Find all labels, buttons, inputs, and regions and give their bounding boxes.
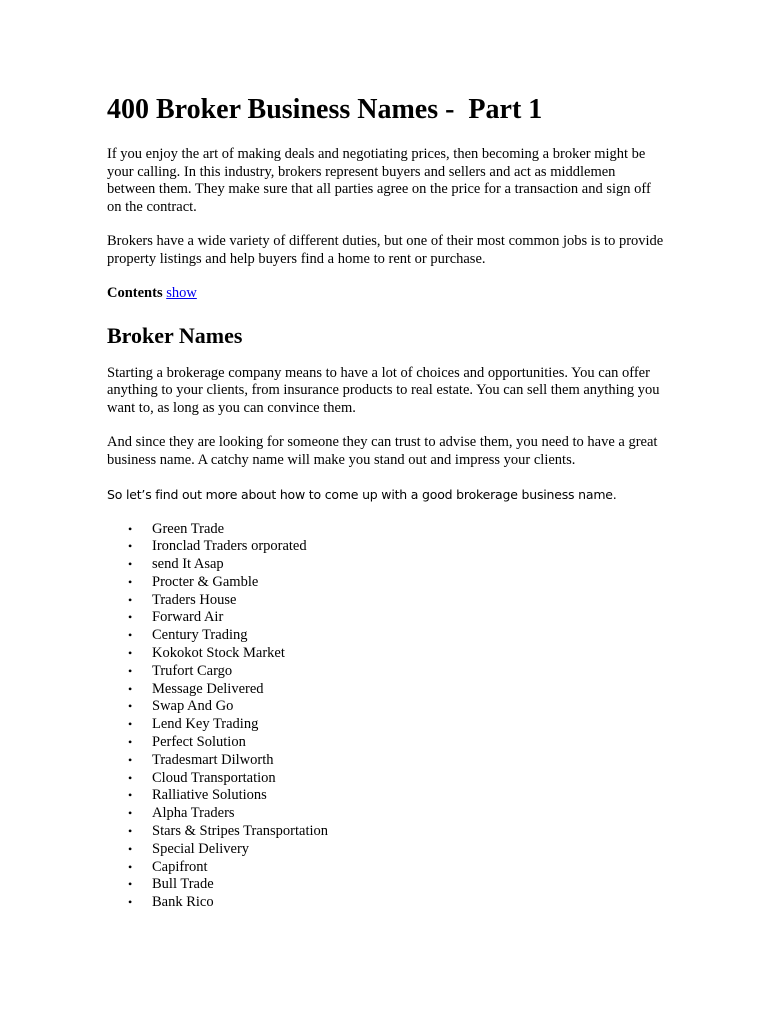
bullet-icon: • <box>128 788 133 803</box>
bullet-icon: • <box>128 752 133 767</box>
list-item-text: Ironclad Traders orporated <box>152 538 307 555</box>
list-item-text: Traders House <box>152 591 237 608</box>
list-item <box>107 609 667 627</box>
bullet-icon: • <box>128 574 133 589</box>
bullet-icon: • <box>128 628 133 643</box>
list-item <box>107 698 667 716</box>
list-item <box>107 627 667 645</box>
document-page <box>107 94 667 912</box>
list-item-text: Bank Rico <box>152 894 214 911</box>
list-item-text: Swap And Go <box>152 698 234 715</box>
bullet-icon: • <box>128 824 133 839</box>
list-item <box>107 876 667 894</box>
bullet-icon: • <box>128 841 133 856</box>
list-item <box>107 645 667 663</box>
list-item <box>107 787 667 805</box>
list-item <box>107 556 667 574</box>
bullet-icon: • <box>128 859 133 874</box>
list-item <box>107 841 667 859</box>
list-item <box>107 752 667 770</box>
list-item <box>107 805 667 823</box>
list-item-text: Alpha Traders <box>152 805 235 822</box>
list-item <box>107 592 667 610</box>
list-item <box>107 574 667 592</box>
bullet-icon: • <box>128 663 133 678</box>
bullet-icon: • <box>128 735 133 750</box>
list-item-text: Special Delivery <box>152 840 250 857</box>
bullet-icon: • <box>128 610 133 625</box>
list-item-text: Stars & Stripes Transportation <box>152 823 329 840</box>
bullet-icon: • <box>128 539 133 554</box>
list-item-text: Lend Key Trading <box>152 716 259 733</box>
contents-show-link[interactable]: show <box>166 285 197 301</box>
intro-paragraph-2: Brokers have a wide variety of different duties, but one of their most common jobs is to provide property listings and help buyers find a home to rent or purchase. <box>107 233 664 267</box>
list-item-text: Kokokot Stock Market <box>152 645 285 662</box>
bullet-icon: • <box>128 770 133 785</box>
bullet-icon: • <box>128 592 133 607</box>
list-item-text: Trufort Cargo <box>152 662 233 679</box>
broker-names-list <box>107 521 667 913</box>
list-item <box>107 538 667 556</box>
list-item <box>107 859 667 877</box>
intro-paragraph-1: If you enjoy the art of making deals and negotiating prices, then becoming a broker might be your calling. In this industry, brokers represent buyers and sellers and act as middlemen between them. They make sure that all parties agree on the price for a transaction and sign off on the contract. <box>107 146 651 215</box>
list-item-text: Green Trade <box>152 520 225 537</box>
list-item-text: Bull Trade <box>152 876 214 893</box>
contents-label: Contents <box>107 285 163 301</box>
list-item-text: Capifront <box>152 858 208 875</box>
bullet-icon: • <box>128 895 133 910</box>
list-item-text: Tradesmart Dilworth <box>152 751 274 768</box>
bullet-icon: • <box>128 806 133 821</box>
page-title: 400 Broker Business Names - Part 1 <box>107 94 543 125</box>
list-item <box>107 521 667 539</box>
section-heading: Broker Names <box>107 322 243 348</box>
list-item-text: Perfect Solution <box>152 734 246 751</box>
contents-line <box>107 285 667 303</box>
list-item-text: Procter & Gamble <box>152 573 259 590</box>
lead-in-sentence: So let’s find out more about how to come up with a good brokerage business name. <box>107 487 617 502</box>
list-item-text: Cloud Transportation <box>152 769 276 786</box>
list-item-text: send It Asap <box>152 556 224 573</box>
list-item <box>107 681 667 699</box>
bullet-icon: • <box>128 699 133 714</box>
list-item-text: Century Trading <box>152 627 248 644</box>
section-paragraph-2: And since they are looking for someone they can trust to advise them, you need to have a great business name. A catchy name will make you stand out and impress your clients. <box>107 434 658 468</box>
bullet-icon: • <box>128 646 133 661</box>
list-item <box>107 716 667 734</box>
bullet-icon: • <box>128 557 133 572</box>
list-item <box>107 663 667 681</box>
list-item <box>107 770 667 788</box>
section-paragraph-1: Starting a brokerage company means to have a lot of choices and opportunities. You can offer anything to your clients, from insurance products to real estate. You can sell them anything you want to, as long as you can convince them. <box>107 364 660 416</box>
list-item <box>107 734 667 752</box>
list-item-text: Forward Air <box>152 609 224 626</box>
bullet-icon: • <box>128 681 133 696</box>
list-item-text: Ralliative Solutions <box>152 787 267 804</box>
list-item-text: Message Delivered <box>152 680 264 697</box>
bullet-icon: • <box>128 717 133 732</box>
list-item <box>107 894 667 912</box>
bullet-icon: • <box>128 521 133 536</box>
bullet-icon: • <box>128 877 133 892</box>
list-item <box>107 823 667 841</box>
